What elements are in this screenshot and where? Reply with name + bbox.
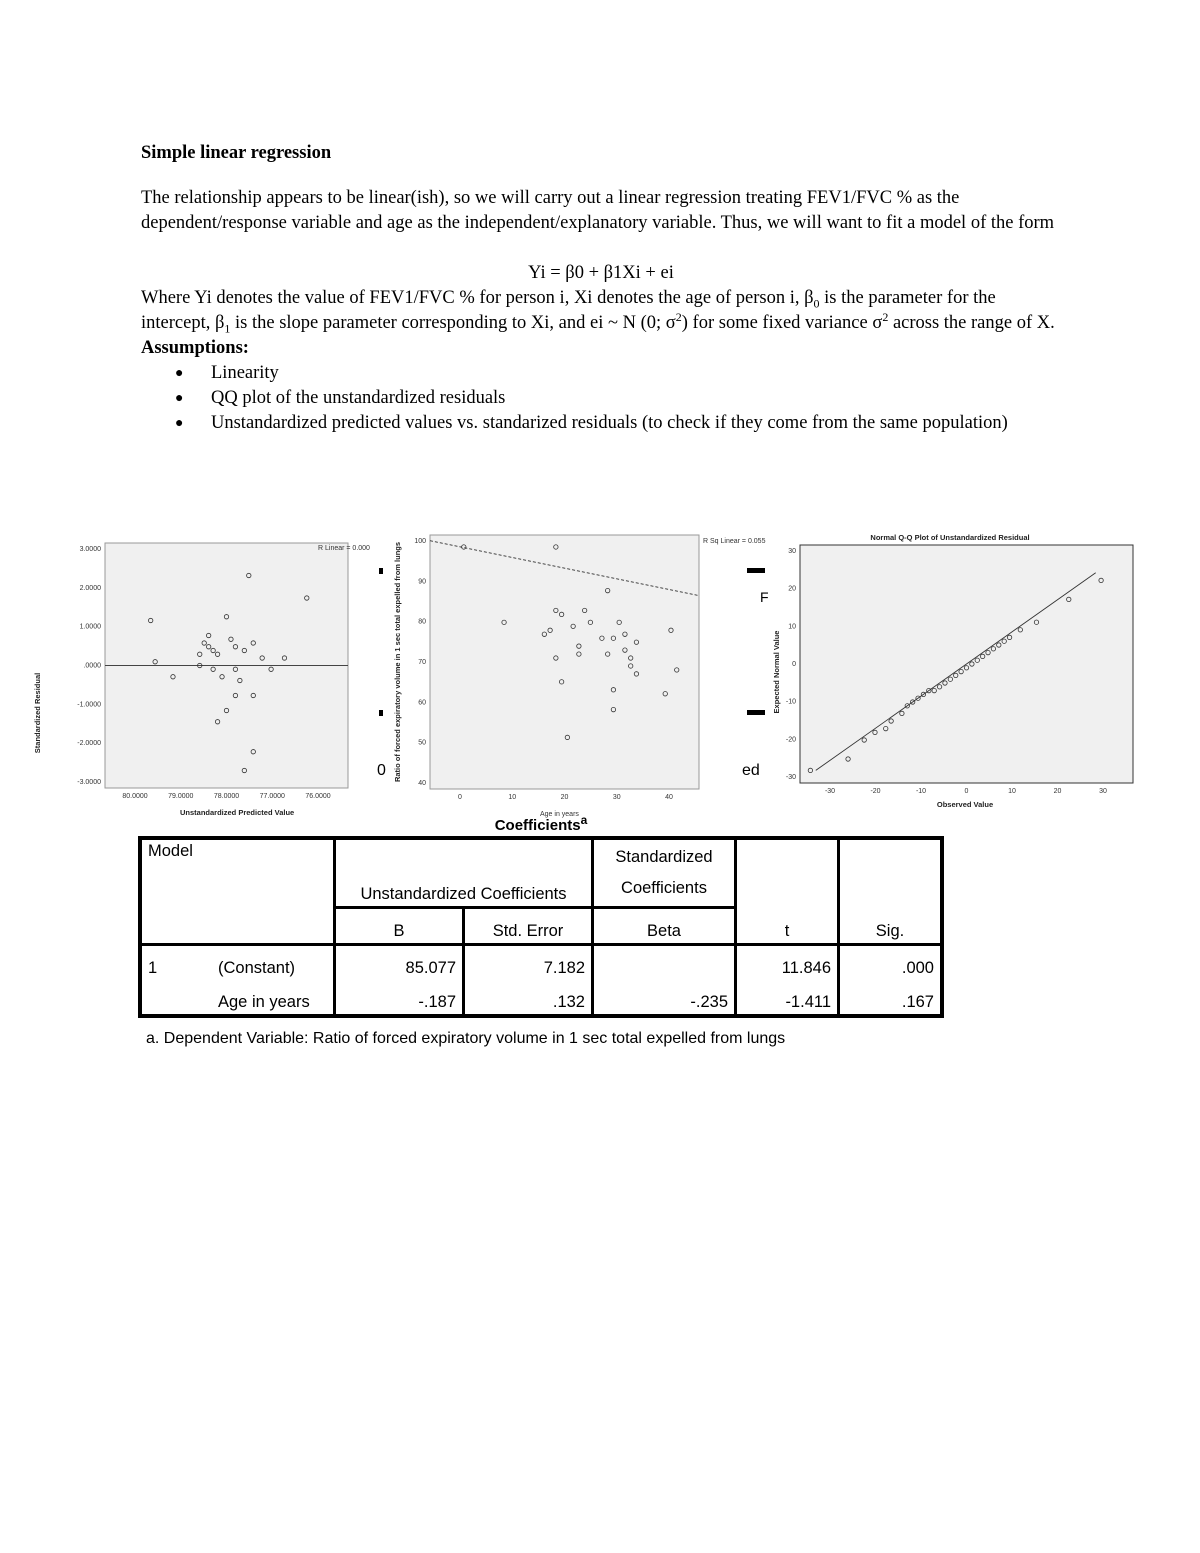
overlap-mark [379, 568, 383, 574]
cell-b: -.187 [335, 980, 464, 1016]
overlap-mark [379, 710, 383, 716]
beta0-subscript: 0 [813, 296, 820, 311]
cell-t: 11.846 [736, 945, 839, 981]
overlap-mark [747, 568, 765, 573]
list-item: ● Unstandardized predicted values vs. standarized residuals (to check if they come from the same population) [141, 411, 1061, 436]
y-tick-label: 10 [788, 623, 796, 631]
scatter-plot [377, 532, 769, 822]
section-heading: Simple linear regression [141, 143, 332, 163]
y-tick-label: 90 [418, 578, 426, 586]
y-tick-label: 0 [792, 661, 796, 668]
cell-model [140, 980, 212, 1016]
header-sig: Sig. [839, 838, 943, 945]
x-tick-label: 30 [1099, 788, 1107, 795]
x-tick-label: 78.0000 [213, 793, 240, 800]
cell-term: (Constant) [212, 945, 335, 981]
table-row [140, 945, 942, 981]
legend-label: R Sq Linear = 0.055 [703, 538, 766, 545]
plot-area [430, 535, 699, 789]
y-tick-label: .0000 [83, 662, 101, 670]
header-model: Model [140, 838, 335, 945]
x-tick-label: 30 [612, 794, 621, 801]
assumptions-heading: Assumptions: [141, 338, 249, 358]
x-tick-label: 40 [665, 794, 673, 801]
y-tick-label: -2.0000 [77, 740, 101, 748]
y-tick-label: -10 [785, 698, 796, 706]
y-tick-label: -20 [785, 736, 796, 744]
cell-model: 1 [140, 945, 212, 981]
table-header-row [140, 838, 942, 908]
y-tick-label: 80 [418, 618, 426, 626]
x-tick-label: 0 [964, 788, 969, 795]
y-tick-label: 1.0000 [79, 623, 101, 631]
header-t: t [736, 838, 839, 945]
y-tick-label: 40 [418, 780, 426, 787]
sigma-squared-superscript-2: 2 [882, 309, 889, 324]
legend-label: R Linear = 0.000 [318, 545, 370, 552]
list-item: ● Linearity [141, 361, 1061, 386]
cell-t: -1.411 [736, 980, 839, 1016]
overlap-char: 0 [377, 762, 386, 779]
where-part-2: is the parameter for the intercept, β [141, 288, 996, 333]
sigma-squared-superscript: 2 [675, 309, 682, 324]
x-tick-label: 77.0000 [259, 793, 285, 800]
y-tick-label: 3.0000 [79, 546, 101, 553]
chart-title: Normal Q-Q Plot of Unstandardized Residual [870, 533, 1030, 542]
where-part-3: is the slope parameter corresponding to Xi, and ei ~ N (0; σ [230, 313, 676, 333]
residual-plot [30, 538, 390, 823]
y-tick-label: 30 [788, 548, 796, 555]
where-part-1: Where Yi denotes the value of FEV1/FVC % for person i, Xi denotes the age of person i, β [141, 288, 814, 308]
x-tick-label: 76.0000 [305, 793, 331, 800]
qq-plot-figure [765, 527, 1150, 817]
cell-std-error: 7.182 [464, 945, 593, 981]
x-tick-label: 20 [1053, 788, 1062, 795]
header-b: B [335, 908, 464, 945]
table-row [140, 980, 942, 1016]
intro-paragraph: The relationship appears to be linear(ish), so we will carry out a linear regression treating FEV1/FVC % as the dependent/response variable and age as the independent/explanatory variable. Thus, we will want to fit a model of the form [141, 188, 1055, 233]
header-unstandardized: Unstandardized Coefficients [335, 838, 593, 908]
scatter-plot-figure [377, 532, 769, 822]
where-paragraph [141, 286, 1061, 336]
y-tick-label: -30 [785, 774, 796, 781]
overlap-letter: F [760, 589, 769, 605]
cell-sig: .000 [839, 945, 943, 981]
x-tick-label: 80.0000 [122, 793, 148, 800]
document-body [141, 141, 1061, 436]
bullet-icon: ● [175, 366, 184, 381]
header-beta: Beta [593, 908, 736, 945]
x-tick-label: -10 [915, 788, 927, 795]
coefficients-table-block [138, 813, 944, 1048]
x-tick-label: 20 [560, 794, 569, 801]
list-item: ● QQ plot of the unstandardized residuals [141, 386, 1061, 411]
y-tick-label: 20 [788, 585, 796, 593]
x-tick-label: -20 [870, 788, 881, 795]
y-tick-label: 50 [418, 739, 426, 747]
x-tick-label: 10 [508, 794, 517, 801]
x-axis-title: Age in years [540, 811, 579, 818]
regression-formula: Yi = β0 + β1Xi + ei [528, 263, 674, 283]
cell-b: 85.077 [335, 945, 464, 981]
overlap-mark [747, 710, 765, 715]
y-tick-label: -1.0000 [77, 701, 101, 709]
y-axis-title: Standardized Residual [33, 672, 42, 754]
qq-plot [765, 527, 1150, 817]
cell-std-error: .132 [464, 980, 593, 1016]
x-tick-label: -30 [824, 788, 836, 795]
y-axis-title: Expected Normal Value [772, 630, 781, 714]
y-tick-label: 60 [418, 699, 426, 707]
x-tick-label: 0 [458, 794, 462, 801]
header-std-error: Std. Error [464, 908, 593, 945]
where-part-5: across the range of X. [888, 313, 1055, 333]
beta1-subscript: 1 [224, 321, 231, 336]
x-axis-title: Unstandardized Predicted Value [180, 808, 295, 817]
header-standardized: Standardized Coefficients [593, 838, 736, 908]
table-title: Coefficients$^a$ [494, 813, 588, 834]
coefficients-table [138, 836, 944, 1018]
where-part-4: ) for some fixed variance σ [681, 313, 883, 333]
assumptions-list [141, 361, 1061, 436]
y-tick-label: -3.0000 [77, 779, 101, 786]
y-tick-label: 100 [414, 538, 426, 545]
x-tick-label: 10 [1008, 788, 1016, 795]
residual-plot-figure [30, 538, 390, 823]
table-footnote: a. Dependent Variable: Ratio of forced expiratory volume in 1 sec total expelled from lungs [146, 1030, 786, 1047]
x-tick-label: 79.0000 [168, 793, 194, 800]
cell-term: Age in years [212, 980, 335, 1016]
cell-sig: .167 [839, 980, 943, 1016]
cell-beta: -.235 [593, 980, 736, 1016]
bullet-icon: ● [175, 391, 184, 406]
overlap-text: ed [742, 762, 760, 779]
bullet-icon: ● [175, 416, 184, 431]
y-tick-label: 70 [418, 659, 426, 666]
x-axis-title: Observed Value [936, 800, 994, 809]
y-axis-title: Ratio of forced expiratory volume in 1 sec total expelled from lungs [393, 541, 402, 783]
y-tick-label: 2.0000 [79, 584, 101, 592]
cell-beta [593, 945, 736, 981]
